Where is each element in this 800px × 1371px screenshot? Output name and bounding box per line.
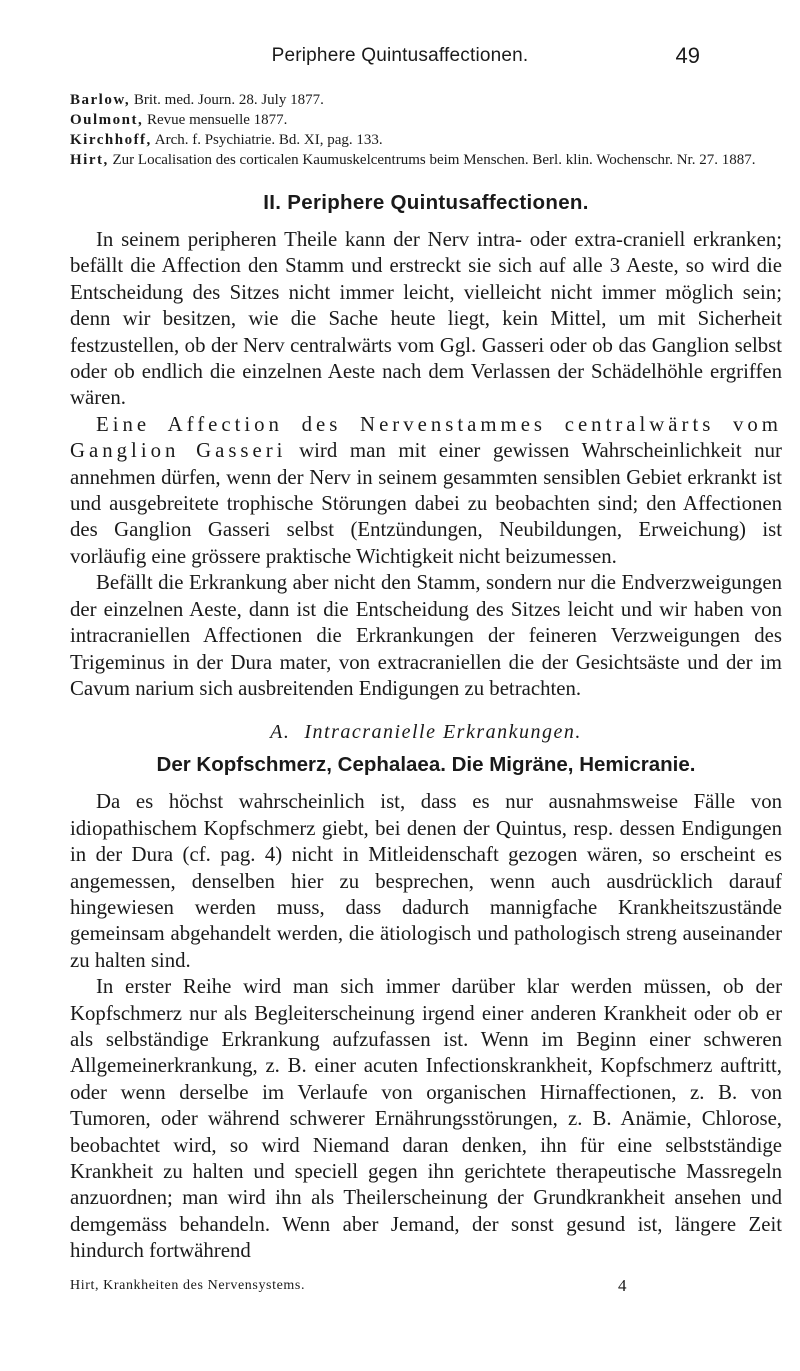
topic-body [70,789,782,1264]
paragraph: Da es höchst wahrscheinlich ist, dass es nur ausnahmsweise Fälle von idiopathischem Kopfschmerz giebt, bei denen der Quintus, resp. dessen Endigungen in der Dura (cf. pag. 4) nicht in Mitleidenschaft gezogen wären, so erscheint es angemessen, denselben hier zu besprechen, wenn auch ausdrücklich darauf hingewiesen werden muss, dass dadurch mannigfache Krankheitszustände gemeinsam abgehandelt werden, die ätiologisch und pathologisch streng auseinander zu halten sind. [70,790,782,972]
page-number: 49 [675,43,700,68]
reference-item [70,90,782,110]
reference-text: Brit. med. Journ. 28. July 1877. [130,92,324,108]
reference-author: Kirchhoff, [70,132,152,148]
reference-author: Oulmont, [70,112,144,128]
paragraph [70,412,782,570]
reference-item [70,110,782,130]
paragraph-text: wird man mit einer gewissen Wahrscheinlichkeit nur annehmen dürfen, wenn der Nerv in seinem gesammten sensiblen Gebiet erkrankt ist und ausgebreitete trophische Störungen dabei zu beobachten sind; den Affectionen des Ganglion Gasseri selbst (Entzündungen, Neubildungen, Erweichung) ist vorläufig eine grössere praktische Wichtigkeit nicht beizumessen. [70,439,782,568]
reference-author: Barlow, [70,92,131,108]
reference-item [70,150,782,170]
subsection-title: Intracranielle Erkrankungen. [304,721,582,744]
page-footer [70,1278,782,1300]
paragraph: In seinem peripheren Theile kann der Nerv intra- oder extra-craniell erkranken; befällt die Affection den Stamm und erstreckt sie sich auf alle 3 Aeste, so wird die Entscheidung des Sitzes nicht immer leicht, vielleicht nicht immer möglich sein; denn wir besitzen, wie die Sache heute liegt, kein Mittel, um mit Sicherheit festzustellen, ob der Nerv centralwärts vom Ggl. Gasseri oder ob das Ganglion selbst oder ob endlich die einzelnen Aeste nach dem Verlassen der Schädelhöhle ergriffen wären. [70,228,782,410]
section-body [70,227,782,702]
reference-item [70,130,782,150]
paragraph: In erster Reihe wird man sich immer darüber klar werden müssen, ob der Kopfschmerz nur als Begleiterscheinung irgend einer anderen Krankheit oder ob er als selbständige Erkrankung aufzufassen ist. Wenn im Beginn einer schweren Allgemeinerkrankung, z. B. einer acuten Infectionskrankheit, Kopfschmerz auftritt, oder wenn derselbe im Verlaufe von organischen Hirnaffectionen, z. B. von Tumoren, oder während schwerer Ernährungsstörungen, z. B. Anämie, Chlorose, beobachtet wird, so wird Niemand daran denken, ihn für eine selbstständige Krankheit zu halten und speciell gegen ihn gerichtete therapeutische Massregeln anzuordnen; man wird ihn als Theilerscheinung der Grundkrankheit ansehen und demgemäss behandeln. Wenn aber Jemand, der sonst gesund ist, längere Zeit hindurch fortwährend [70,975,782,1263]
topic-heading: Der Kopfschmerz, Cephalaea. Die Migräne, Hemicranie. [156,753,696,777]
reference-text: Zur Localisation des corticalen Kaumuskelcentrums beim Menschen. Berl. klin. Wochenschr. Nr. 27. 1887. [108,152,756,168]
reference-list [70,90,782,170]
section-heading: II. Periphere Quintusaffectionen. [263,191,589,214]
reference-text: Arch. f. Psychiatrie. Bd. XI, pag. 133. [151,132,383,148]
emphasized-text: Eine Affection des Nervenstammes centralwärts vom Ganglion Gasseri [70,412,782,463]
paragraph: Befällt die Erkrankung aber nicht den Stamm, sondern nur die Endverzweigungen der einzelnen Aeste, dann ist die Entscheidung des Sitzes leicht und wir haben von intracraniellen Affectionen die Erkrankungen der feineren Verzweigungen des Trigeminus in der Dura mater, von extracraniellen die der Gesichtsäste und der im Cavum narium sich ausbreitenden Endigungen zu betrachten. [70,571,782,700]
running-title: Periphere Quintusaffectionen. [271,45,529,66]
reference-text: Revue mensuelle 1877. [143,112,288,128]
page-content [70,90,782,1265]
sheet-mark: 4 [618,1276,627,1295]
reference-author: Hirt, [70,152,109,168]
signature-line: Hirt, Krankheiten des Nervensystems. [70,1278,306,1293]
subsection-label: A. [270,721,291,744]
running-head [0,45,800,71]
subsection-heading [70,721,782,744]
